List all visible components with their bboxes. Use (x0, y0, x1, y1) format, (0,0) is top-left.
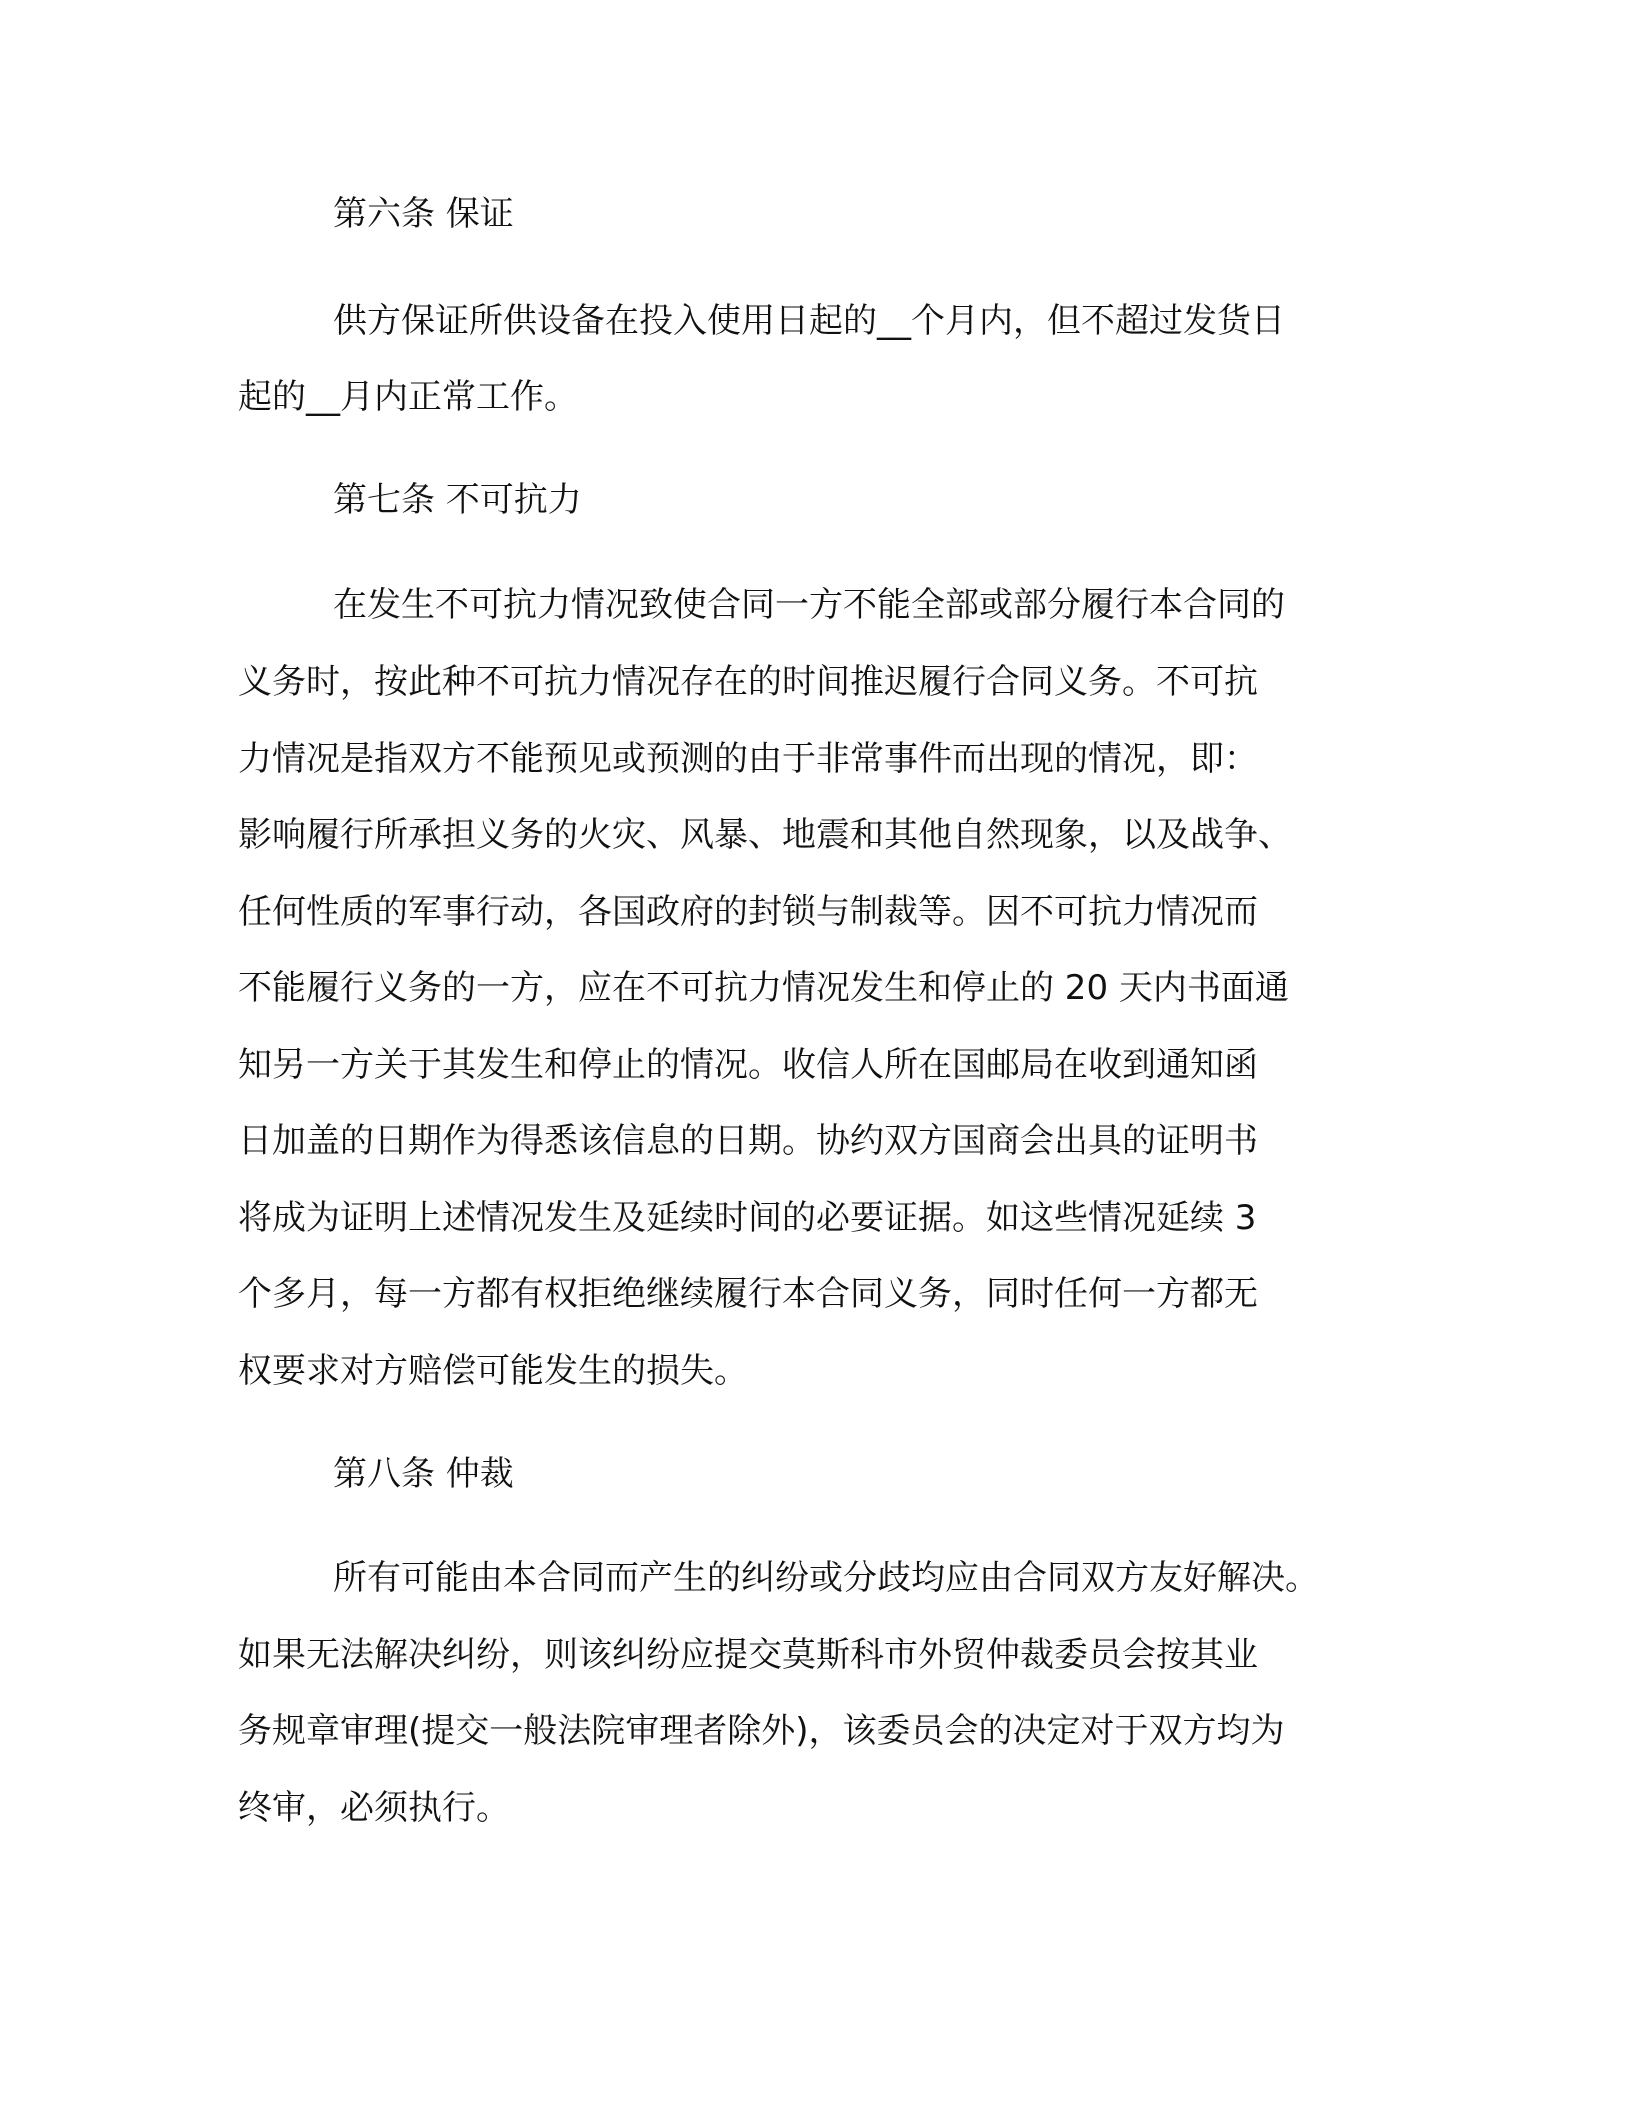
article-7-line-6: 不能履行义务的一方，应在不可抗力情况发生和停止的 20 天内书面通 (238, 968, 1289, 1008)
article-8-line-3: 务规章审理(提交一般法院审理者除外)，该委员会的决定对于双方均为 (238, 1711, 1285, 1751)
article-7-heading: 第七条 不可抗力 (333, 480, 582, 520)
article-7-line-10: 个多月，每一方都有权拒绝继续履行本合同义务，同时任何一方都无 (238, 1274, 1258, 1314)
article-8-line-4: 终审，必须执行。 (238, 1788, 510, 1828)
article-7-line-9: 将成为证明上述情况发生及延续时间的必要证据。如这些情况延续 3 (238, 1198, 1257, 1238)
article-7-line-11: 权要求对方赔偿可能发生的损失。 (238, 1351, 748, 1391)
article-7-line-2: 义务时，按此种不可抗力情况存在的时间推迟履行合同义务。不可抗 (238, 662, 1258, 702)
article-7-line-3: 力情况是指双方不能预见或预测的由于非常事件而出现的情况，即： (238, 739, 1258, 779)
article-6-heading: 第六条 保证 (333, 194, 514, 234)
article-6-line-1: 供方保证所供设备在投入使用日起的__个月内，但不超过发货日 (333, 301, 1285, 341)
article-7-line-8: 日加盖的日期作为得悉该信息的日期。协约双方国商会出具的证明书 (238, 1121, 1258, 1161)
article-6-line-2: 起的__月内正常工作。 (238, 377, 578, 417)
article-7-line-5: 任何性质的军事行动，各国政府的封锁与制裁等。因不可抗力情况而 (238, 892, 1258, 932)
article-7-line-1: 在发生不可抗力情况致使合同一方不能全部或部分履行本合同的 (333, 585, 1285, 625)
article-7-line-4: 影响履行所承担义务的火灾、风暴、地震和其他自然现象，以及战争、 (238, 815, 1292, 855)
article-8-line-2: 如果无法解决纠纷，则该纠纷应提交莫斯科市外贸仲裁委员会按其业 (238, 1635, 1258, 1675)
article-7-line-7: 知另一方关于其发生和停止的情况。收信人所在国邮局在收到通知函 (238, 1045, 1258, 1085)
article-8-line-1: 所有可能由本合同而产生的纠纷或分歧均应由合同双方友好解决。 (333, 1558, 1319, 1598)
article-8-heading: 第八条 仲裁 (333, 1454, 514, 1494)
